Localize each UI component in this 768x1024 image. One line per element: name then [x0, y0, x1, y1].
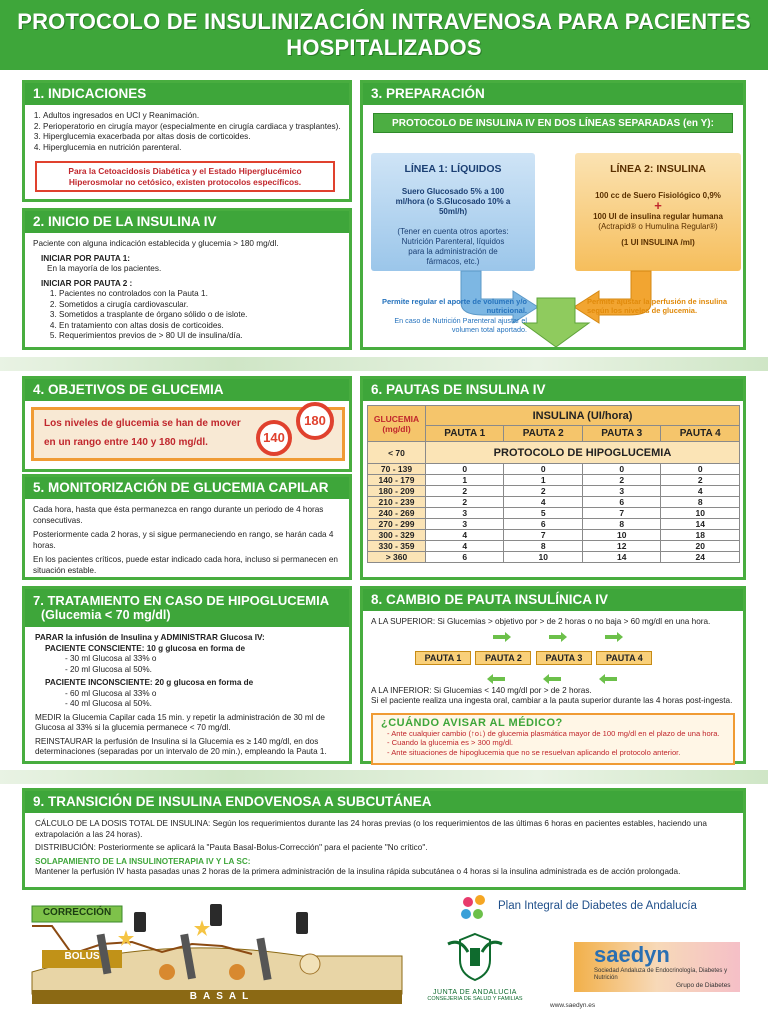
plan-logo-icon	[458, 892, 490, 924]
note-box	[35, 161, 335, 192]
indications-list	[43, 111, 349, 153]
list-item: 1. Adultos ingresados en UCI y Reanimación.	[43, 111, 349, 122]
transition-text	[35, 819, 735, 878]
hypo-text: PROTOCOLO DE HIPOGLUCEMIA	[426, 442, 740, 464]
target-box	[31, 407, 345, 461]
target-text2: en un rango entre 140 y 180 mg/dl.	[44, 437, 208, 448]
col-pauta: PAUTA 2	[504, 426, 582, 442]
pautas-table-wrap	[363, 401, 743, 563]
glucemia-cell: 240 - 269	[368, 508, 426, 519]
page-header	[0, 0, 768, 70]
col-pauta: PAUTA 4	[661, 426, 740, 442]
overlap-text: Mantener la perfusión IV hasta pasadas unas 2 horas de la primera administración de la insulina rápida subcutánea o 4 horas si la insulina administrada es de acción prolongada.	[35, 867, 681, 876]
insulin-cell: 6	[504, 519, 582, 530]
insulin-cell: 6	[582, 497, 660, 508]
insulin-cell: 0	[661, 464, 740, 475]
line2-text4: (1 UI INSULINA /ml)	[621, 238, 695, 247]
insulin-cell: 20	[661, 541, 740, 552]
unconscious-head: PACIENTE INCONSCIENTE: 20 g glucosa en forma de	[45, 678, 254, 687]
glucemia-cell: > 360	[368, 552, 426, 563]
pauta1-text: En la mayoría de los pacientes.	[47, 264, 162, 273]
insulin-cell: 4	[661, 486, 740, 497]
glucemia-cell: 70 - 139	[368, 464, 426, 475]
list-item: 4. En tratamiento con altas dosis de corticoides.	[59, 321, 349, 332]
line2-text2: 100 UI de insulina regular humana	[593, 212, 723, 221]
list-item: 4. Hiperglucemia en nutrición parenteral.	[43, 143, 349, 154]
insulin-cell: 7	[504, 530, 582, 541]
logo-saedyn	[550, 930, 746, 1016]
list-item: 2. Sometidos a cirugía cardiovascular.	[59, 300, 349, 311]
conscious-b: - 20 ml Glucosa al 50%.	[65, 664, 152, 674]
monitor-p1: Cada hora, hasta que ésta permanezca en rango durante un periodo de 4 horas consecutivas.	[33, 505, 324, 525]
col-insulina: INSULINA (UI/hora)	[426, 406, 740, 426]
hypo-steps	[35, 633, 341, 758]
sign-180-text: 180	[304, 413, 326, 428]
insulin-cell: 8	[661, 497, 740, 508]
list-item: 2. Perioperatorio en cirugía mayor (especialmente en cirugía cardiaca y trasplantes).	[43, 122, 349, 133]
insulin-cell: 2	[504, 486, 582, 497]
insulin-cell: 1	[504, 475, 582, 486]
list-item: 1. Pacientes no controlados con la Pauta 1.	[59, 289, 349, 300]
section-monitorizacion	[22, 474, 352, 580]
insulin-cell: 14	[582, 552, 660, 563]
saedyn-subtitle: Sociedad Andaluza de Endocrinología, Diabetes y Nutrición	[594, 968, 728, 981]
target-text1: Los niveles de glucemia se han de mover	[44, 418, 241, 429]
list-item: 3. Hiperglucemia exacerbada por altas dosis de corticoides.	[43, 132, 349, 143]
insulin-cell: 14	[661, 519, 740, 530]
pauta2-heading: INICIAR POR PAUTA 2 :	[41, 278, 133, 288]
plan-name: Plan Integral de Diabetes de Andalucía	[498, 900, 697, 912]
section-pautas	[360, 376, 746, 580]
insulin-cell: 24	[661, 552, 740, 563]
bolus-label: BOLUS	[64, 951, 100, 962]
section-cambio-pauta	[360, 586, 746, 764]
protocol-subtitle-text: PROTOCOLO DE INSULINA IV EN DOS LÍNEAS SEPARADAS (en Y):	[392, 118, 714, 129]
section-title	[25, 589, 349, 627]
glucemia-cell: 300 - 329	[368, 530, 426, 541]
insulin-cell: 4	[426, 530, 504, 541]
insulin-cell: 0	[426, 464, 504, 475]
section-title: 9. TRANSICIÓN DE INSULINA ENDOVENOSA A SUBCUTÁNEA	[25, 791, 743, 813]
note-text: Para la Cetoacidosis Diabética y el Estado Hiperglucémico Hiperosmolar no cetósico, existen protocolos específicos.	[68, 166, 302, 187]
section-transicion	[22, 788, 746, 890]
insulin-cell: 6	[426, 552, 504, 563]
section-objetivos	[22, 376, 352, 472]
saedyn-name: saedyn	[594, 942, 670, 967]
insulin-cell: 0	[582, 464, 660, 475]
list-item: 3. Sometidos a trasplante de órgano sólido o de islote.	[59, 310, 349, 321]
sign-180	[296, 402, 334, 440]
insulin-cell: 8	[504, 541, 582, 552]
col-pauta: PAUTA 1	[426, 426, 504, 442]
page-title: PROTOCOLO DE INSULINIZACIÓN INTRAVENOSA PARA PACIENTES HOSPITALIZADOS	[17, 9, 751, 60]
insulin-cell: 18	[661, 530, 740, 541]
insulin-cell: 2	[582, 475, 660, 486]
insulin-cell: 4	[426, 541, 504, 552]
section-title: 2. INICIO DE LA INSULINA IV	[25, 211, 349, 233]
line2-title: LÍNEA 2: INSULINA	[610, 163, 706, 175]
insulin-cell: 8	[582, 519, 660, 530]
upper-text: A LA SUPERIOR: Si Glucemias > objetivo por > de 2 horas o no baja > 60 mg/dl en una hora.	[371, 617, 711, 626]
glucemia-cell: 270 - 299	[368, 519, 426, 530]
alert-title: ¿CUÁNDO AVISAR AL MÉDICO?	[381, 716, 563, 729]
pill-pauta: PAUTA 3	[536, 651, 592, 665]
saedyn-group: Grupo de Diabetes	[676, 982, 731, 989]
green-arrows-icon	[483, 631, 703, 691]
section-title: 3. PREPARACIÓN	[363, 83, 743, 105]
basal-bolus-illustration	[22, 894, 422, 1010]
table-row	[368, 464, 740, 475]
step-3: REINSTAURAR la perfusión de Insulina si la Glucemia es ≥ 140 mg/dl, en dos determinaciones (separadas por un intervalo de 20 min.), empleando la Pauta 1.	[35, 736, 327, 756]
insulin-cell: 3	[426, 508, 504, 519]
insulin-cell: 5	[504, 508, 582, 519]
insulin-cell: 4	[504, 497, 582, 508]
table-row	[368, 519, 740, 530]
saedyn-web: www.saedyn.es	[550, 1002, 596, 1009]
section-title: 8. CAMBIO DE PAUTA INSULÍNICA IV	[363, 589, 743, 611]
sign-140	[256, 420, 292, 456]
basal-label: BASAL	[189, 991, 255, 1002]
protocol-subtitle	[373, 113, 733, 133]
section-title: 6. PAUTAS DE INSULINA IV	[363, 379, 743, 401]
line2-text1: 100 cc de Suero Fisiológico 0,9%	[595, 191, 721, 200]
transition-step-1: CÁLCULO DE LA DOSIS TOTAL DE INSULINA: Según los requerimientos durante las 24 horas previas (o los requerimientos de las últimas 6 horas en pacientes estables, haciendo una extrapolación a las 24 horas).	[35, 819, 707, 839]
conscious-head: PACIENTE CONSCIENTE: 10 g glucosa en forma de	[45, 643, 246, 653]
table-row	[368, 508, 740, 519]
table-row	[368, 497, 740, 508]
transition-step-2: DISTRIBUCIÓN: Posteriormente se aplicará la "Pauta Basal-Bolus-Corrección" para el paciente "No crítico".	[35, 843, 428, 852]
consejeria-name: CONSEJERIA DE SALUD Y FAMILIAS	[427, 996, 523, 1002]
oral-intake-text: Si el paciente realiza una ingesta oral, cambiar a la pauta superior durante las 4 horas post-ingesta.	[371, 696, 733, 705]
glucemia-cell: 210 - 239	[368, 497, 426, 508]
section-title-text: 7. TRATAMIENTO EN CASO DE HIPOGLUCEMIA	[33, 593, 330, 608]
logo-junta	[420, 930, 530, 1014]
hypo-label: < 70	[368, 442, 426, 464]
line1-note: (Tener en cuenta otros aportes: Nutrición Parenteral, líquidos para la administración de fármacos, etc.)	[397, 227, 509, 266]
left-note	[377, 297, 527, 334]
alert-2: - Cuando la glucemia es > 300 mg/dl.	[387, 738, 514, 747]
table-row	[368, 486, 740, 497]
pautas-table	[367, 405, 740, 563]
insulin-cell: 10	[661, 508, 740, 519]
section-title: 5. MONITORIZACIÓN DE GLUCEMIA CAPILAR	[25, 477, 349, 499]
right-note-text: Permite ajustar la perfusión de insulina según los niveles de glucemia.	[587, 297, 728, 315]
glucemia-cell: 140 - 179	[368, 475, 426, 486]
table-row	[368, 530, 740, 541]
pauta1-heading: INICIAR POR PAUTA 1:	[41, 253, 131, 263]
insulin-cell: 2	[426, 497, 504, 508]
insulin-cell: 10	[582, 530, 660, 541]
overlap-heading: SOLAPAMIENTO DE LA INSULINOTERAPIA IV Y LA SC:	[35, 856, 251, 866]
insulin-cell: 2	[661, 475, 740, 486]
logo-plan-diabetes	[458, 892, 746, 926]
line1-title: LÍNEA 1: LÍQUIDOS	[404, 163, 502, 175]
divider-band	[0, 357, 768, 371]
left-note-2: En caso de Nutrición Parenteral ajustar el volumen total aportado.	[394, 316, 527, 334]
table-row	[368, 552, 740, 563]
section-title: 1. INDICACIONES	[25, 83, 349, 105]
glucemia-cell: 330 - 359	[368, 541, 426, 552]
sign-140-text: 140	[263, 430, 285, 445]
section-subtitle: (Glucemia < 70 mg/dl)	[41, 608, 171, 622]
insulin-cell: 3	[426, 519, 504, 530]
section-indicaciones	[22, 80, 352, 202]
section-hipoglucemia	[22, 586, 352, 764]
table-row	[368, 475, 740, 486]
correction-label: CORRECCIÓN	[42, 907, 112, 918]
section-preparacion	[360, 80, 746, 350]
pauta2-list	[59, 289, 349, 342]
insulin-cell: 10	[504, 552, 582, 563]
unconscious-a: - 60 ml Glucosa al 33% o	[65, 688, 157, 698]
lower-text: A LA INFERIOR: Si Glucemias < 140 mg/dl por > de 2 horas.	[371, 685, 592, 695]
insulin-cell: 3	[582, 486, 660, 497]
monitor-p3: En los pacientes críticos, puede estar indicado cada hora, incluso si permanecen en situación estable.	[33, 555, 338, 575]
list-item: 5. Requerimientos previos de > 80 UI de insulina/día.	[59, 331, 349, 342]
insulin-cell: 0	[504, 464, 582, 475]
pautas-rows	[368, 464, 740, 563]
section-title: 4. OBJETIVOS DE GLUCEMIA	[25, 379, 349, 401]
step-2: MEDIR la Glucemia Capilar cada 15 min. y repetir la administración de 30 ml de Glucosa al 33% si la glucemia permanece < 70 mg/dl.	[35, 712, 325, 732]
conscious-a: - 30 ml Glucosa al 33% o	[65, 654, 157, 663]
insulin-cell: 7	[582, 508, 660, 519]
monitor-p2: Posteriormente cada 2 horas, y si sigue permaneciendo en rango, se harán cada 4 horas.	[33, 530, 334, 550]
insulin-cell: 2	[426, 486, 504, 497]
section-inicio-insulina	[22, 208, 352, 350]
pill-pauta: PAUTA 2	[475, 651, 531, 665]
pill-pauta: PAUTA 1	[415, 651, 471, 665]
junta-logo-icon	[440, 930, 510, 984]
table-row	[368, 541, 740, 552]
col-pauta: PAUTA 3	[582, 426, 660, 442]
insulin-cell: 1	[426, 475, 504, 486]
col-glucemia: GLUCEMIA (mg/dl)	[368, 406, 426, 442]
pill-pauta: PAUTA 4	[596, 651, 652, 665]
line1-text: Suero Glucosado 5% a 100 ml/hora (o S.Glucosado 10% a 50ml/h)	[395, 187, 511, 216]
step-1: PARAR la infusión de Insulina y ADMINISTRAR Glucosa IV:	[35, 633, 265, 642]
right-note	[587, 297, 737, 315]
divider-band	[0, 770, 768, 784]
insulin-cell: 12	[582, 541, 660, 552]
intro-text: Paciente con alguna indicación establecida y glucemia > 180 mg/dl.	[33, 239, 279, 248]
alert-1: - Ante cualquier cambio (↑o↓) de glucemia plasmática mayor de 100 mg/dl en el plazo de una hora.	[387, 728, 720, 738]
line2-text3: (Actrapid® o Humulina Regular®)	[598, 222, 718, 231]
alert-box	[371, 713, 735, 765]
left-note-1: Permite regular el aporte de volumen y/o nutricional.	[381, 297, 527, 315]
line2-plus: +	[654, 198, 662, 213]
glucemia-cell: 180 - 209	[368, 486, 426, 497]
junta-name: JUNTA DE ANDALUCIA	[433, 989, 517, 996]
unconscious-b: - 40 ml Glucosa al 50%.	[65, 699, 152, 708]
alert-3: - Ante situaciones de hipoglucemia que no se resuelvan aplicando el protocolo anterior.	[387, 747, 681, 757]
